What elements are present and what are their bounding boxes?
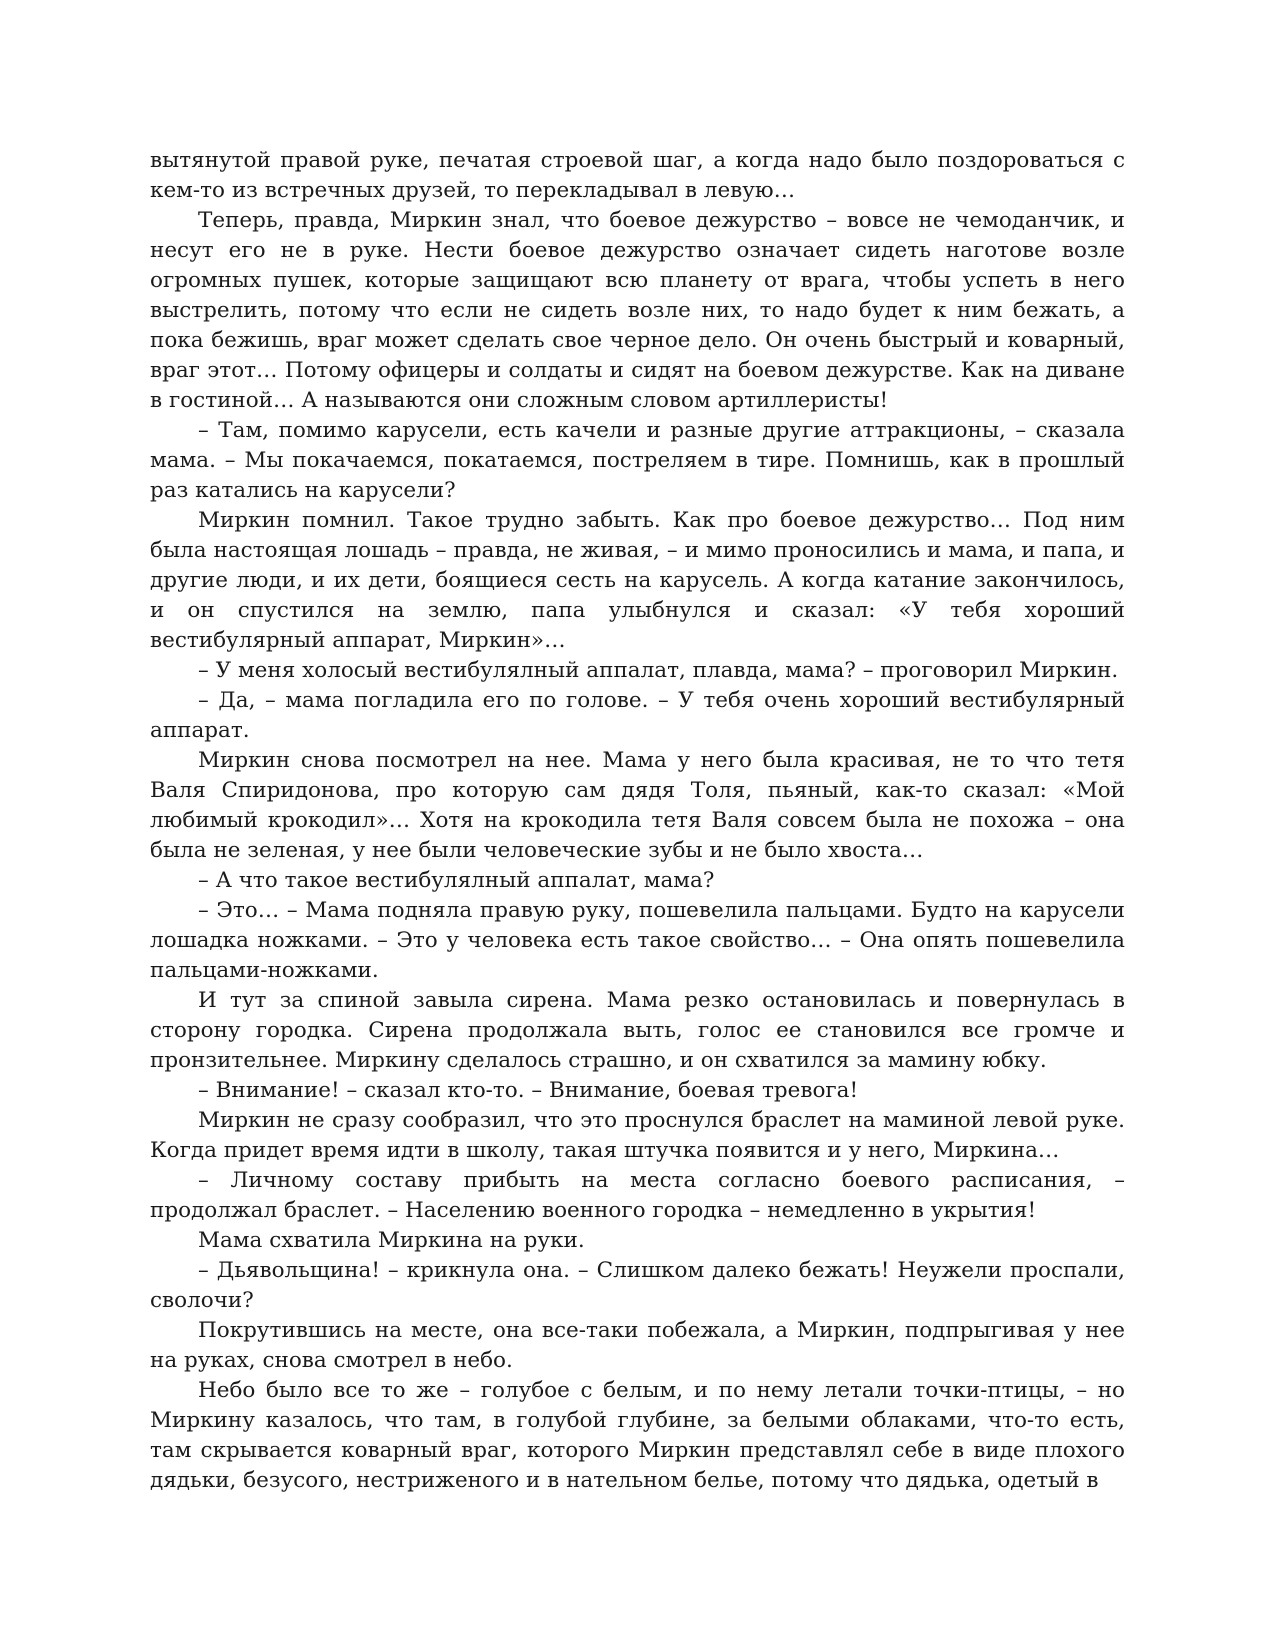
paragraph: Миркин снова посмотрел на нее. Мама у него была красивая, не то что тетя Валя Спиридонова, про которую сам дядя Толя, пьяный, как-то сказал: «Мой любимый крокодил»… Хотя на крокодила тетя Валя совсем была не похожа – она была не зеленая, у нее были человеческие зубы и не было хвоста… (150, 748, 1125, 863)
paragraph: И тут за спиной завыла сирена. Мама резко остановилась и повернулась в сторону городка. Сирена продолжала выть, голос ее становился все громче и пронзительнее. Миркину сделалось страшно, и он схватился за мамину юбку. (150, 988, 1125, 1073)
paragraph: Покрутившись на месте, она все-таки побежала, а Миркин, подпрыгивая у нее на руках, снова смотрел в небо. (150, 1318, 1125, 1373)
paragraph: – Личному составу прибыть на места согласно боевого расписания, – продолжал браслет. – Населению военного городка – немедленно в укрытия! (150, 1168, 1125, 1223)
paragraph: – Там, помимо карусели, есть качели и разные другие аттракционы, – сказала мама. – Мы покачаемся, покатаемся, постреляем в тире. Помнишь, как в прошлый раз катались на карусели? (150, 418, 1125, 503)
paragraph: – Внимание! – сказал кто-то. – Внимание, боевая тревога! (198, 1078, 859, 1103)
paragraph: – Дьявольщина! – крикнула она. – Слишком далеко бежать! Неужели проспали, сволочи? (150, 1258, 1125, 1313)
paragraph: – У меня холосый вестибулялный аппалат, плавда, мама? – проговорил Миркин. (198, 658, 1119, 683)
document-page (150, 146, 1125, 1496)
paragraph: – Это… – Мама подняла правую руку, пошевелила пальцами. Будто на карусели лошадка ножками. – Это у человека есть такое свойство… – Она опять пошевелила пальцами-ножками. (150, 898, 1125, 983)
paragraph: – Да, – мама погладила его по голове. – У тебя очень хороший вестибулярный аппарат. (150, 688, 1125, 743)
paragraph: Миркин не сразу сообразил, что это проснулся браслет на маминой левой руке. Когда придет время идти в школу, такая штучка появится и у него, Миркина… (150, 1108, 1125, 1163)
paragraph: Теперь, правда, Миркин знал, что боевое дежурство – вовсе не чемоданчик, и несут его не в руке. Нести боевое дежурство означает сидеть наготове возле огромных пушек, которые защищают всю планету от врага, чтобы успеть в него выстрелить, потому что если не сидеть возле них, то надо будет к ним бежать, а пока бежишь, враг может сделать свое черное дело. Он очень быстрый и коварный, враг этот… Потому офицеры и солдаты и сидят на боевом дежурстве. Как на диване в гостиной… А называются они сложным словом артиллеристы! (150, 208, 1125, 413)
paragraph: – А что такое вестибулялный аппалат, мама? (198, 868, 715, 893)
paragraph: Небо было все то же – голубое с белым, и по нему летали точки-птицы, – но Миркину казалось, что там, в голубой глубине, за белыми облаками, что-то есть, там скрывается коварный враг, которого Миркин представлял себе в виде плохого дядьки, безусого, нестриженого и в нательном белье, потому что дядька, одетый в (150, 1378, 1125, 1493)
paragraph: Мама схватила Миркина на руки. (198, 1228, 585, 1253)
paragraph: вытянутой правой руке, печатая строевой шаг, а когда надо было поздороваться с кем-то из встречных друзей, то перекладывал в левую… (150, 148, 1125, 203)
paragraph: Миркин помнил. Такое трудно забыть. Как про боевое дежурство… Под ним была настоящая лошадь – правда, не живая, – и мимо проносились и мама, и папа, и другие люди, и их дети, боящиеся сесть на карусель. А когда катание закончилось, и он спустился на землю, папа улыбнулся и сказал: «У тебя хороший вестибулярный аппарат, Миркин»… (150, 508, 1125, 653)
